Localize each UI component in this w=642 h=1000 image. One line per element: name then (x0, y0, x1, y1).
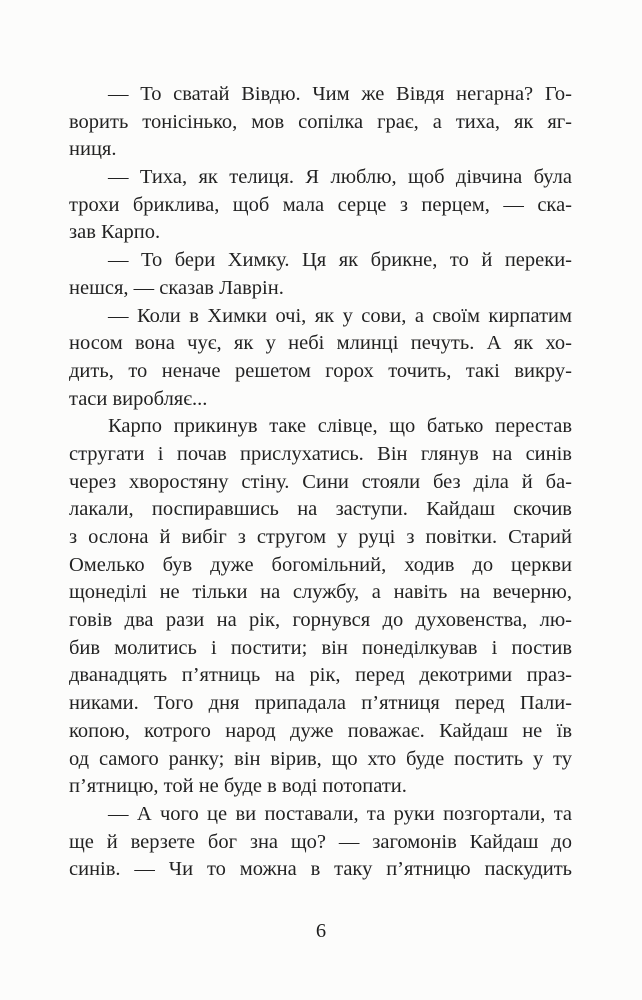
text-line: через хворостяну стіну. Сини стояли без діла й ба- (69, 470, 572, 493)
text-line: говів два рази на рік, горнувся до духовенства, лю- (69, 609, 572, 632)
text-line: — То сватай Вівдю. Чим же Вівдя негарна? Го- (108, 83, 572, 105)
text-line: ниця. (69, 138, 117, 161)
text-line: з ослона й вибіг з стругом у руці з повітки. Старий (69, 526, 572, 548)
text-line: копою, котрого народ дуже поважає. Кайдаш не їв (69, 719, 572, 742)
paragraph (69, 303, 572, 414)
text-line: синів. — Чи то можна в таку п’ятницю паскудить (69, 858, 572, 881)
text-block (69, 81, 572, 884)
text-line: носом вона чує, як у небі млинці печуть. А як хо- (69, 332, 572, 355)
paragraph (69, 413, 572, 801)
text-line: щонеділі не тільки на службу, а навіть на вечерню, (69, 581, 572, 604)
text-line: ворить тонісінько, мов сопілка грає, а тиха, як яг- (69, 110, 572, 133)
text-line: — Тиха, як телиця. Я люблю, щоб дівчина була (108, 166, 572, 189)
text-line: — То бери Химку. Ця як брикне, то й переки- (108, 249, 572, 272)
text-line: ще й верзете бог зна що? — загомонів Кайдаш до (69, 830, 572, 853)
text-line: лакали, поспиравшись на заступи. Кайдаш скочив (69, 498, 572, 521)
text-line: трохи бриклива, щоб мала серце з перцем, — ска- (69, 193, 572, 216)
text-line: Омелько був дуже богомільний, ходив до церкви (69, 553, 572, 576)
text-line: нешся, — сказав Лаврін. (69, 276, 284, 299)
text-line: таси виробляє... (69, 387, 208, 410)
text-line: дить, то неначе решетом горох точить, такі викру- (69, 359, 572, 382)
text-line: п’ятницю, той не буде в воді потопати. (69, 775, 407, 798)
text-line: дванадцять п’ятниць на рік, перед декотрими праз- (69, 664, 572, 687)
text-line: никами. Того дня припадала п’ятниця перед Пали- (69, 692, 572, 715)
paragraph (69, 81, 572, 164)
text-line: — Коли в Химки очі, як у сови, а своїм кирпатим (108, 304, 572, 327)
text-line: — А чого це ви поставали, та руки позгортали, та (108, 802, 572, 825)
paragraph (69, 247, 572, 302)
paragraph (69, 801, 572, 884)
text-line: зав Карпо. (69, 221, 161, 244)
text-line: Карпо прикинув таке слівце, що батько перестав (108, 415, 572, 438)
text-line: од самого ранку; він вірив, що хто буде постить у ту (69, 747, 572, 770)
text-line: бив молитись і постити; він понеділкував і постив (69, 636, 572, 659)
text-line: стругати і почав прислухатись. Він глянув на синів (69, 442, 572, 465)
page-number: 6 (315, 920, 327, 942)
paragraph (69, 164, 572, 247)
